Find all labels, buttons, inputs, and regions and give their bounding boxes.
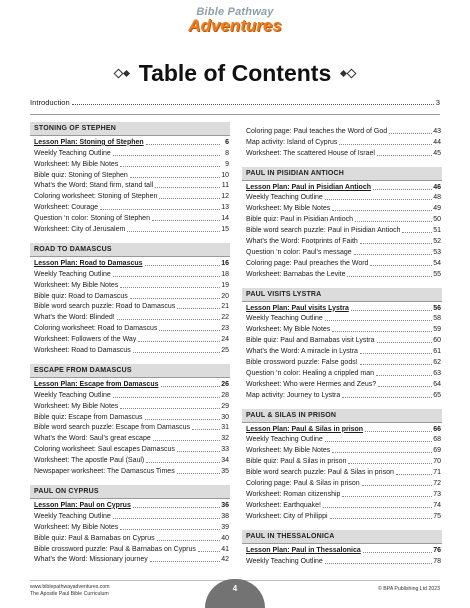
toc-entry-page: 28 — [221, 391, 229, 399]
intro-page: 3 — [435, 98, 440, 107]
toc-entry[interactable] — [242, 268, 442, 279]
toc-section — [242, 530, 442, 566]
toc-entry-page: 56 — [433, 304, 441, 312]
toc-column-left — [30, 122, 230, 573]
toc-entry-title: Worksheet: The apostle Paul (Saul) — [34, 457, 145, 465]
toc-entry-title: Worksheet: Road to Damascus — [34, 347, 131, 355]
toc-entry-page: 24 — [221, 336, 229, 344]
dot-leader — [152, 220, 220, 221]
toc-entry[interactable] — [242, 224, 442, 235]
toc-entry-page: 20 — [221, 292, 229, 300]
toc-entry-title: Lesson Plan: Paul visits Lystra — [246, 304, 349, 312]
toc-section — [30, 122, 230, 234]
toc-entry-page: 33 — [221, 446, 229, 454]
toc-entry[interactable] — [242, 555, 442, 566]
dot-leader — [325, 320, 432, 321]
toc-entry-title: Bible quiz: Escape from Damascus — [34, 413, 143, 421]
toc-entry-title: Lesson Plan: Stoning of Stephen — [34, 138, 144, 146]
dot-leader — [330, 518, 432, 519]
toc-entry-page: 64 — [433, 380, 441, 388]
dot-leader — [127, 231, 220, 232]
dot-leader — [177, 473, 220, 474]
dot-leader — [130, 298, 220, 299]
toc-entry-title: Worksheet: The scattered House of Israel — [246, 149, 375, 157]
toc-entry[interactable] — [242, 356, 442, 367]
dot-leader — [342, 496, 432, 497]
toc-entry-lesson-plan[interactable] — [30, 377, 230, 389]
toc-entry-title: Lesson Plan: Paul on Cyprus — [34, 501, 131, 509]
toc-entry[interactable] — [30, 389, 230, 400]
toc-entry-title: Weekly Teaching Outline — [34, 512, 111, 520]
logo-line-1: Bible Pathway — [196, 6, 274, 18]
dot-leader — [113, 276, 220, 277]
toc-entry-page: 34 — [221, 457, 229, 465]
footer-copyright: © BPA Publishing Ltd 2023 — [378, 586, 440, 592]
toc-entry[interactable] — [30, 147, 230, 158]
toc-entry-lesson-plan[interactable] — [242, 301, 442, 313]
toc-entry-title: Bible quiz: Paul & Barnabas on Cyprus — [34, 534, 155, 542]
intro-label: Introduction — [30, 98, 70, 107]
dot-leader — [389, 133, 432, 134]
dot-leader — [138, 341, 220, 342]
dot-leader — [363, 552, 432, 553]
toc-entry-page: 35 — [221, 468, 229, 476]
toc-entry-page: 10 — [221, 171, 229, 179]
dot-leader — [323, 507, 432, 508]
dot-leader — [325, 199, 432, 200]
toc-entry[interactable] — [242, 389, 442, 400]
toc-entry[interactable] — [30, 322, 230, 333]
toc-entry-page: 46 — [433, 183, 441, 191]
dot-leader — [157, 540, 220, 541]
dot-leader — [146, 144, 220, 145]
toc-entry-page: 13 — [221, 204, 229, 212]
toc-entry-title: Weekly Teaching Outline — [246, 194, 323, 202]
toc-entry-page: 45 — [433, 149, 441, 157]
toc-entry-page: 50 — [433, 216, 441, 224]
toc-entry-page: 14 — [221, 215, 229, 223]
toc-entry-page: 21 — [221, 303, 229, 311]
toc-entry-title: Coloring page: Paul preaches the Word — [246, 259, 369, 267]
dot-leader — [362, 485, 432, 486]
toc-entry[interactable] — [30, 510, 230, 521]
toc-entry-page: 32 — [221, 435, 229, 443]
dot-leader — [370, 265, 432, 266]
toc-entry-title: Worksheet: My Bible Notes — [34, 523, 119, 531]
toc-entry[interactable] — [242, 147, 442, 158]
dot-leader — [177, 308, 220, 309]
page-number: 4 — [232, 584, 238, 593]
toc-entry[interactable] — [242, 202, 442, 213]
toc-entry[interactable] — [30, 279, 230, 290]
dot-leader — [351, 310, 432, 311]
toc-entry-title: What’s the Word: Stand firm, stand tall — [34, 182, 154, 190]
toc-entry-page: 22 — [221, 314, 229, 322]
toc-entry-title: Coloring worksheet: Saul escapes Damascus — [34, 446, 175, 454]
toc-entry-page: 19 — [221, 281, 229, 289]
toc-entry-title: Weekly Teaching Outline — [34, 391, 111, 399]
section-heading: PAUL & SILAS IN PRISON — [242, 409, 442, 422]
dot-leader — [354, 254, 432, 255]
section-heading: STONING OF STEPHEN — [30, 122, 230, 135]
toc-entry-title: Weekly Teaching Outline — [34, 149, 111, 157]
dot-leader — [159, 198, 220, 199]
toc-entry-page: 59 — [433, 326, 441, 334]
dot-leader — [360, 364, 432, 365]
toc-entry-title: What’s the Word: A miracle in Lystra — [246, 348, 358, 356]
dot-leader — [198, 551, 220, 552]
toc-entry-title: Worksheet: Earthquake! — [246, 501, 321, 509]
toc-entry[interactable] — [242, 334, 442, 345]
toc-entry-title: Coloring worksheet: Stoning of Stephen — [34, 193, 158, 201]
toc-entry[interactable] — [30, 223, 230, 234]
toc-entry[interactable] — [242, 192, 442, 203]
dot-leader — [325, 563, 432, 564]
toc-entry-page: 8 — [225, 149, 229, 157]
brand-logo — [0, 6, 470, 36]
dot-leader — [120, 408, 220, 409]
dot-leader — [150, 561, 220, 562]
toc-entry-page: 53 — [433, 248, 441, 256]
dot-leader — [360, 243, 432, 244]
toc-entry-page: 70 — [433, 458, 441, 466]
toc-entry-title: Bible quiz: Stoning of Stephen — [34, 171, 128, 179]
toc-entry-page: 71 — [433, 469, 441, 477]
toc-entry[interactable] — [242, 477, 442, 488]
toc-entry[interactable] — [30, 268, 230, 279]
toc-entry-title: Weekly Teaching Outline — [246, 557, 323, 565]
toc-entry-page: 39 — [221, 523, 229, 531]
section-heading: PAUL IN PISIDIAN ANTIOCH — [242, 167, 442, 180]
toc-entry[interactable] — [242, 455, 442, 466]
toc-entry-title: Bible word search puzzle: Paul & Silas in prison — [246, 469, 394, 477]
toc-entry-title: What’s the Word: Missionary journey — [34, 556, 148, 564]
toc-section — [30, 364, 230, 476]
dot-leader — [373, 189, 432, 190]
dot-leader — [145, 419, 220, 420]
dot-leader — [100, 209, 220, 210]
toc-entry[interactable] — [30, 301, 230, 312]
dot-leader — [348, 463, 432, 464]
divider — [30, 114, 440, 115]
toc-entry[interactable] — [30, 290, 230, 301]
toc-entry[interactable] — [242, 313, 442, 324]
toc-entry-title: Map activity: Island of Cyprus — [246, 138, 338, 146]
toc-entry-title: Bible quiz: Paul & Silas in prison — [246, 458, 347, 466]
toc-entry-title: Map activity: Journey to Lystra — [246, 391, 341, 399]
toc-section — [242, 167, 442, 279]
toc-entry-page: 49 — [433, 205, 441, 213]
toc-entry-title: Weekly Teaching Outline — [34, 270, 111, 278]
toc-entry-page: 30 — [221, 413, 229, 421]
toc-entry-page: 74 — [433, 501, 441, 509]
toc-entry[interactable] — [30, 180, 230, 191]
toc-entry-title: Bible quiz: Paul in Pisidian Antioch — [246, 216, 354, 224]
toc-entry[interactable] — [242, 345, 442, 356]
toc-section-continued — [242, 125, 442, 158]
toc-entry-lesson-plan[interactable] — [30, 498, 230, 510]
section-heading: ROAD TO DAMASCUS — [30, 243, 230, 256]
toc-entry-title: Weekly Teaching Outline — [246, 436, 323, 444]
section-heading: PAUL IN THESSALONICA — [242, 530, 442, 543]
toc-entry[interactable] — [242, 125, 442, 136]
toc-entry-title: Worksheet: My Bible Notes — [34, 281, 119, 289]
toc-entry-page: 36 — [221, 501, 229, 509]
toc-entry-title: Bible quiz: Road to Damascus — [34, 292, 128, 300]
toc-column-right — [242, 125, 442, 575]
toc-entry-lesson-plan[interactable] — [242, 422, 442, 434]
logo-line-2: Adventures — [188, 16, 282, 35]
dot-leader — [145, 265, 220, 266]
dot-leader — [120, 166, 220, 167]
toc-entry-title: Worksheet: Roman citizenship — [246, 490, 341, 498]
dot-leader — [161, 386, 221, 387]
toc-entry-page: 16 — [221, 259, 229, 267]
toc-entry-page: 65 — [433, 391, 441, 399]
toc-entry[interactable] — [30, 454, 230, 465]
toc-entry-page: 18 — [221, 270, 229, 278]
toc-entry[interactable] — [242, 323, 442, 334]
toc-entry[interactable] — [242, 136, 442, 147]
toc-entry[interactable] — [242, 213, 442, 224]
toc-entry-page: 73 — [433, 490, 441, 498]
toc-entry-page: 72 — [433, 480, 441, 488]
toc-entry[interactable] — [30, 422, 230, 433]
toc-entry-page: 6 — [225, 138, 229, 146]
toc-entry-title: Worksheet: My Bible Notes — [34, 160, 119, 168]
dot-leader — [377, 155, 432, 156]
toc-entry[interactable] — [30, 400, 230, 411]
dot-leader — [365, 431, 432, 432]
toc-entry-page: 76 — [433, 546, 441, 554]
toc-entry[interactable] — [242, 499, 442, 510]
dot-leader — [332, 331, 432, 332]
toc-entry-page: 60 — [433, 337, 441, 345]
toc-entry-title: Worksheet: My Bible Notes — [246, 326, 331, 334]
toc-entry-page: 25 — [221, 347, 229, 355]
toc-entry-title: Worksheet: My Bible Notes — [34, 402, 119, 410]
toc-entry[interactable] — [242, 367, 442, 378]
toc-entry-lesson-plan[interactable] — [242, 543, 442, 555]
toc-entry[interactable] — [30, 190, 230, 201]
toc-entry-title: Worksheet: Who were Hermes and Zeus? — [246, 380, 377, 388]
dot-leader — [113, 155, 220, 156]
toc-entry[interactable] — [30, 311, 230, 322]
toc-entry-page: 63 — [433, 369, 441, 377]
toc-entry-title: Worksheet: City of Jerusalem — [34, 226, 126, 234]
toc-entry[interactable] — [242, 466, 442, 477]
toc-entry-title: Coloring page: Paul teaches the Word of God — [246, 127, 388, 135]
toc-entry[interactable] — [242, 246, 442, 257]
toc-entry-title: Bible word search puzzle: Escape from Damascus — [34, 424, 191, 432]
dot-leader — [355, 221, 432, 222]
toc-entry-page: 38 — [221, 512, 229, 520]
toc-entry-lesson-plan[interactable] — [242, 180, 442, 192]
toc-entry-title: What’s the Word: Footprints of Faith — [246, 238, 358, 246]
dot-leader — [133, 352, 220, 353]
toc-entry-title: Worksheet: My Bible Notes — [246, 205, 331, 213]
dot-leader — [378, 386, 432, 387]
toc-entry-title: Bible crossword puzzle: Paul & Barnabas on Cyprus — [34, 545, 196, 553]
toc-entry-page: 48 — [433, 194, 441, 202]
toc-section — [30, 243, 230, 355]
toc-entry-title: What’s the Word: Blinded! — [34, 314, 115, 322]
dot-leader — [376, 375, 432, 376]
dot-leader — [377, 342, 432, 343]
dot-leader — [332, 210, 432, 211]
toc-entry-page: 40 — [221, 534, 229, 542]
toc-entry-title: Worksheet: My Bible Notes — [246, 447, 331, 455]
toc-entry[interactable] — [30, 333, 230, 344]
toc-entry-page: 23 — [221, 325, 229, 333]
toc-entry-page: 12 — [221, 193, 229, 201]
dot-leader — [117, 319, 220, 320]
toc-entry[interactable] — [30, 532, 230, 543]
dot-leader — [347, 276, 432, 277]
toc-entry-page: 75 — [433, 512, 441, 520]
toc-entry-page: 58 — [433, 315, 441, 323]
toc-entry[interactable] — [30, 465, 230, 476]
dot-leader — [146, 462, 220, 463]
dot-leader — [130, 177, 220, 178]
dot-leader — [159, 330, 220, 331]
dot-leader — [177, 451, 220, 452]
toc-entry-title: Question ‘n color: Stoning of Stephen — [34, 215, 150, 223]
toc-entry-title: Weekly Teaching Outline — [246, 315, 323, 323]
toc-entry-title: Lesson Plan: Escape from Damascus — [34, 380, 159, 388]
toc-entry-page: 68 — [433, 436, 441, 444]
section-heading: ESCAPE FROM DAMASCUS — [30, 364, 230, 377]
toc-entry-page: 66 — [433, 425, 441, 433]
toc-entry-page: 31 — [221, 424, 229, 432]
toc-entry-page: 51 — [433, 227, 441, 235]
toc-section — [242, 409, 442, 521]
toc-entry-title: Worksheet: Followers of the Way — [34, 336, 137, 344]
toc-entry-page: 69 — [433, 447, 441, 455]
dot-leader — [155, 187, 220, 188]
toc-section — [30, 485, 230, 564]
dot-leader — [113, 518, 220, 519]
toc-entry[interactable] — [30, 169, 230, 180]
dot-leader — [402, 232, 432, 233]
toc-entry-page: 52 — [433, 238, 441, 246]
dot-leader — [332, 452, 432, 453]
toc-entry-title: Question ‘n color: Paul’s message — [246, 248, 352, 256]
toc-entry[interactable] — [242, 378, 442, 389]
toc-entry-title: Worksheet: City of Philippi — [246, 512, 328, 520]
page-number-tab — [205, 579, 265, 608]
toc-entry-introduction[interactable] — [30, 98, 440, 107]
toc-entry-page: 61 — [433, 348, 441, 356]
toc-entry-page: 62 — [433, 359, 441, 367]
toc-entry-title: Lesson Plan: Road to Damascus — [34, 259, 143, 267]
toc-entry[interactable] — [30, 212, 230, 223]
dot-leader — [192, 429, 220, 430]
toc-entry-title: What’s the Word: Saul’s great escape — [34, 435, 151, 443]
toc-entry-title: Question ‘n color: Healing a crippled man — [246, 369, 375, 377]
toc-entry[interactable] — [242, 444, 442, 455]
toc-entry-lesson-plan[interactable] — [30, 256, 230, 268]
toc-entry-page: 26 — [221, 380, 229, 388]
toc-entry[interactable] — [30, 443, 230, 454]
toc-entry-page: 54 — [433, 259, 441, 267]
dot-leader — [360, 353, 432, 354]
section-heading: PAUL ON CYPRUS — [30, 485, 230, 498]
toc-entry[interactable] — [242, 510, 442, 521]
toc-entry[interactable] — [242, 434, 442, 445]
toc-section — [242, 288, 442, 400]
footer-website: www.biblepathwayadventures.com — [30, 584, 110, 590]
toc-entry-title: Lesson Plan: Paul in Pisidian Antioch — [246, 183, 371, 191]
section-heading: PAUL VISITS LYSTRA — [242, 288, 442, 301]
dot-leader — [72, 104, 434, 105]
toc-entry[interactable] — [30, 543, 230, 554]
toc-entry[interactable] — [30, 432, 230, 443]
toc-entry[interactable] — [242, 257, 442, 268]
toc-entry-lesson-plan[interactable] — [30, 135, 230, 147]
page-title: Table of Contents — [138, 60, 332, 86]
toc-entry[interactable] — [30, 521, 230, 532]
footer-left — [30, 584, 110, 598]
dot-leader — [133, 507, 220, 508]
toc-entry-page: 11 — [221, 182, 229, 190]
toc-entry-title: Bible word search puzzle: Road to Damascus — [34, 303, 176, 311]
toc-entry-page: 15 — [221, 226, 229, 234]
dot-leader — [396, 474, 432, 475]
dot-leader — [153, 440, 220, 441]
toc-entry-title: Lesson Plan: Paul in Thessalonica — [246, 546, 361, 554]
toc-entry-title: Worksheet: Courage — [34, 204, 99, 212]
diamond-ornament-left-icon — [115, 70, 129, 77]
dot-leader — [325, 441, 432, 442]
toc-entry-title: Coloring page: Paul & Silas in prison — [246, 480, 360, 488]
toc-entry-title: Bible word search puzzle: Paul in Pisidian Antioch — [246, 227, 401, 235]
toc-entry-title: Bible quiz: Paul and Barnabas visit Lystra — [246, 337, 375, 345]
toc-entry[interactable] — [242, 235, 442, 246]
toc-entry[interactable] — [242, 488, 442, 499]
diamond-ornament-right-icon — [341, 70, 355, 77]
dot-leader — [113, 397, 220, 398]
toc-entry-page: 42 — [221, 556, 229, 564]
toc-entry-page: 55 — [433, 270, 441, 278]
toc-entry[interactable] — [30, 554, 230, 565]
toc-entry[interactable] — [30, 158, 230, 169]
toc-entry-page: 41 — [221, 545, 229, 553]
toc-entry[interactable] — [30, 201, 230, 212]
dot-leader — [120, 287, 220, 288]
toc-entry-title: Bible crossword puzzle: False gods! — [246, 359, 358, 367]
toc-entry-page: 43 — [433, 127, 441, 135]
toc-entry-page: 78 — [433, 557, 441, 565]
toc-entry[interactable] — [30, 344, 230, 355]
toc-entry-title: Lesson Plan: Paul & Silas in prison — [246, 425, 364, 433]
toc-entry-title: Worksheet: Barnabas the Levite — [246, 270, 346, 278]
toc-entry-page: 44 — [433, 138, 441, 146]
toc-entry-page: 9 — [225, 160, 229, 168]
toc-entry-title: Coloring worksheet: Road to Damascus — [34, 325, 158, 333]
toc-entry[interactable] — [30, 411, 230, 422]
dot-leader — [120, 529, 220, 530]
dot-leader — [342, 397, 432, 398]
dot-leader — [339, 144, 432, 145]
title-row — [0, 60, 470, 87]
toc-entry-page: 29 — [221, 402, 229, 410]
toc-entry-title: Newspaper worksheet: The Damascus Times — [34, 468, 175, 476]
footer-curriculum: The Apostle Paul Bible Curriculum — [30, 591, 109, 597]
